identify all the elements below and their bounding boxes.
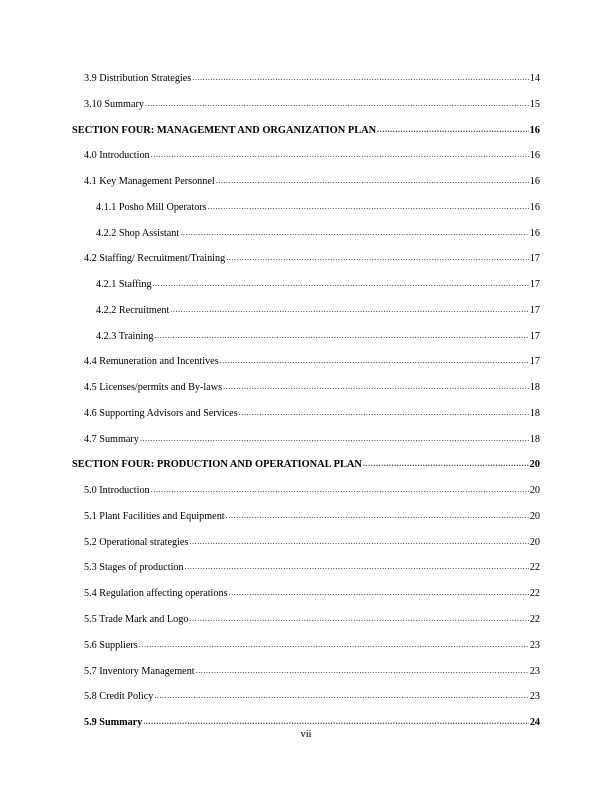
- toc-entry[interactable]: [96, 304, 540, 318]
- toc-entry[interactable]: [96, 227, 540, 241]
- toc-entry-page: 16: [529, 176, 540, 187]
- toc-entry-page: 16: [529, 227, 540, 239]
- dot-leader: [239, 406, 529, 420]
- toc-entry-page: 16: [529, 201, 540, 213]
- dot-leader: [363, 457, 529, 471]
- dot-leader: [185, 560, 529, 574]
- toc-entry[interactable]: [84, 484, 540, 498]
- toc-entry[interactable]: [84, 149, 540, 163]
- toc-entry[interactable]: [84, 355, 540, 369]
- dot-leader: [216, 174, 529, 188]
- toc-entry[interactable]: [96, 330, 540, 344]
- dot-leader: [223, 380, 529, 394]
- toc-entry[interactable]: [84, 433, 540, 447]
- toc-entry-title: 4.2.2 Recruitment: [96, 304, 170, 316]
- dot-leader: [154, 329, 528, 343]
- toc-section-heading[interactable]: [72, 124, 540, 138]
- dot-leader: [196, 664, 529, 678]
- toc-entry[interactable]: [84, 665, 540, 679]
- toc-entry-page: 16: [529, 124, 540, 136]
- toc-entry-page: 17: [529, 330, 540, 342]
- dot-leader: [377, 123, 528, 137]
- toc-entry[interactable]: [96, 278, 540, 292]
- toc-entry-page: 14: [529, 73, 540, 84]
- toc-entry-title: 5.8 Credit Policy: [84, 691, 154, 703]
- toc-entry-page: 17: [529, 356, 540, 368]
- toc-entry-page: 22: [529, 614, 540, 625]
- toc-entry[interactable]: [84, 561, 540, 575]
- dot-leader: [192, 71, 529, 85]
- toc-entry-page: 18: [529, 382, 540, 394]
- toc-entry[interactable]: [84, 381, 540, 395]
- toc-entry-page: 23: [529, 665, 540, 677]
- toc-entry[interactable]: [84, 536, 540, 550]
- dot-leader: [139, 638, 529, 652]
- toc-entry-title: 4.4 Remuneration and Incentives: [84, 356, 219, 368]
- dot-leader: [145, 97, 529, 111]
- toc-entry[interactable]: [84, 613, 540, 627]
- toc-entry-title: 4.2.3 Training: [96, 330, 154, 342]
- toc-entry-page: 17: [529, 253, 540, 265]
- toc-entry[interactable]: [84, 716, 540, 730]
- toc-entry-page: 18: [529, 407, 540, 419]
- toc-entry-title: 4.5 Licenses/permits and By-laws: [84, 382, 223, 394]
- toc-entry[interactable]: [96, 201, 540, 215]
- dot-leader: [208, 200, 529, 214]
- toc-entry[interactable]: [84, 175, 540, 189]
- dot-leader: [220, 354, 529, 368]
- toc-entry-page: 22: [529, 588, 540, 600]
- toc-entry-title: 3.9 Distribution Strategies: [84, 73, 192, 84]
- toc-entry-title: 4.1.1 Posho Mill Operators: [96, 201, 207, 213]
- toc-entry-page: 23: [529, 691, 540, 703]
- toc-entry-page: 20: [529, 485, 540, 497]
- toc-entry-page: 16: [529, 150, 540, 162]
- toc-entry-page: 20: [529, 510, 540, 522]
- dot-leader: [180, 226, 529, 240]
- toc-entry[interactable]: [84, 587, 540, 601]
- toc-entry-page: 17: [529, 304, 540, 316]
- toc-entry-page: 20: [529, 536, 540, 548]
- toc-entry-title: 4.2.2 Shop Assistant: [96, 227, 180, 239]
- toc-entry-title: 5.1 Plant Facilities and Equipment: [84, 510, 225, 522]
- page-number: vii: [300, 729, 312, 740]
- dot-leader: [140, 432, 529, 446]
- dot-leader: [151, 483, 529, 497]
- toc-entry-title: 5.6 Suppliers: [84, 639, 138, 651]
- toc-entry-page: 18: [529, 433, 540, 445]
- toc-entry-page: 22: [529, 562, 540, 574]
- toc-entry-title: 3.10 Summary: [84, 98, 144, 110]
- dot-leader: [229, 586, 529, 600]
- toc-entry-title: 5.9 Summary: [84, 717, 143, 728]
- toc-entry-title: 4.2.1 Staffing: [96, 279, 152, 291]
- toc-entry-title: 4.7 Summary: [84, 433, 139, 445]
- toc-entry-title: 5.7 Inventory Management: [84, 665, 195, 677]
- dot-leader: [143, 715, 529, 729]
- toc-section-heading[interactable]: [72, 458, 540, 472]
- toc-entry-page: 23: [529, 639, 540, 651]
- toc-entry-title: 4.2 Staffing/ Recruitment/Training: [84, 253, 226, 265]
- dot-leader: [154, 689, 528, 703]
- toc-entry-title: SECTION FOUR: PRODUCTION AND OPERATIONAL PLAN: [72, 459, 362, 471]
- dot-leader: [153, 277, 529, 291]
- toc-entry-title: 4.6 Supporting Advisors and Services: [84, 407, 238, 419]
- toc-entry-title: 5.0 Introduction: [84, 485, 150, 497]
- toc-entry[interactable]: [84, 252, 540, 266]
- toc-entry[interactable]: [84, 690, 540, 704]
- toc-entry-title: 5.5 Trade Mark and Logo: [84, 614, 189, 625]
- dot-leader: [189, 612, 528, 626]
- toc-entry-page: 20: [529, 459, 540, 471]
- dot-leader: [151, 148, 529, 162]
- toc-entry-title: 5.4 Regulation affecting operations: [84, 588, 228, 600]
- dot-leader: [189, 535, 528, 549]
- toc-entry[interactable]: [84, 72, 540, 86]
- dot-leader: [170, 303, 529, 317]
- toc-entry-title: 4.1 Key Management Personnel: [84, 176, 215, 187]
- toc-entry-title: 5.3 Stages of production: [84, 562, 184, 574]
- toc-entry-page: 24: [529, 717, 540, 728]
- dot-leader: [226, 251, 529, 265]
- toc-entry-title: SECTION FOUR: MANAGEMENT AND ORGANIZATION PLAN: [72, 124, 377, 136]
- toc-entry-title: 4.0 Introduction: [84, 150, 150, 162]
- toc-entry[interactable]: [84, 510, 540, 524]
- toc-entry[interactable]: [84, 407, 540, 421]
- toc-entry-title: 5.2 Operational strategies: [84, 536, 189, 548]
- toc-entry-page: 17: [529, 279, 540, 291]
- toc-entry-page: 15: [529, 98, 540, 110]
- toc-entry[interactable]: [84, 98, 540, 112]
- toc-entry[interactable]: [84, 639, 540, 653]
- dot-leader: [226, 509, 529, 523]
